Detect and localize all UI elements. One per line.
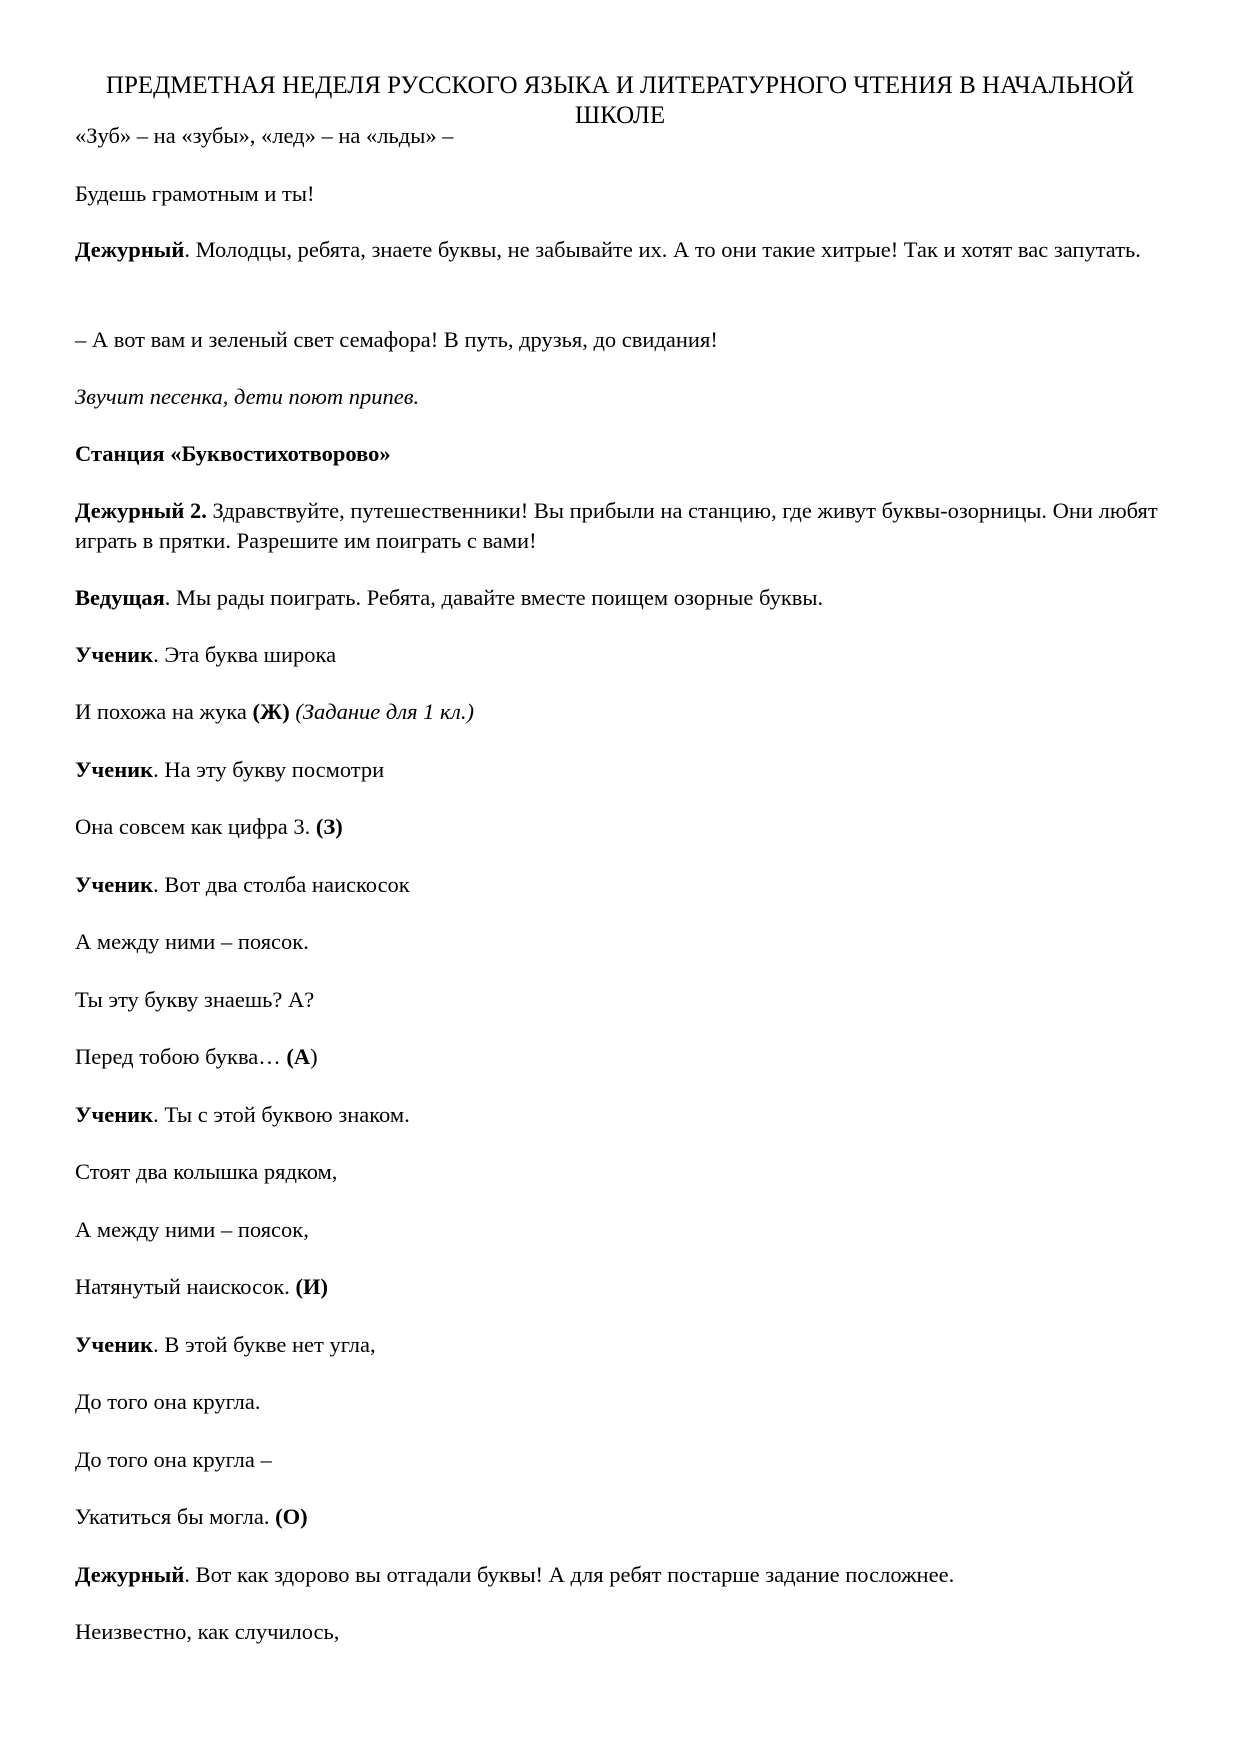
riddle-answer: (О)	[275, 1504, 308, 1529]
stage-direction-text: Звучит песенка, дети поют припев.	[75, 384, 420, 409]
section-heading	[75, 439, 1170, 469]
paragraph: До того она кругла.	[75, 1389, 261, 1414]
speaker-name: Дежурный 2.	[75, 498, 207, 523]
paragraph-text: . В этой букве нет угла,	[153, 1332, 376, 1357]
riddle-answer: (З)	[315, 814, 343, 839]
paragraph: Будешь грамотным и ты!	[75, 181, 315, 206]
riddle-answer-open: (	[286, 1044, 294, 1069]
paragraph: До того она кругла –	[75, 1447, 272, 1472]
paragraph-text: . На эту букву посмотри	[153, 757, 385, 782]
paragraph: Неизвестно, как случилось,	[75, 1619, 340, 1644]
paragraph-text: Укатиться бы могла.	[75, 1504, 276, 1529]
speaker-name: Ученик	[75, 872, 154, 897]
section-heading-text: Станция «Буквостихотворово»	[75, 441, 391, 466]
paragraph-text: Здравствуйте, путешественники! Вы прибыли на станцию, где живут буквы-озорницы. Они любят играть в прятки. Разрешите им поиграть с вами!	[75, 498, 1158, 553]
paragraph	[75, 697, 1170, 727]
speaker-name: Ученик	[75, 642, 154, 667]
paragraph	[75, 812, 1170, 842]
paragraph-text: . Молодцы, ребята, знаете буквы, не забывайте их. А то они такие хитрые! Так и хотят вас запутать.	[184, 237, 1141, 262]
paragraph: Ты эту букву знаешь? А?	[75, 987, 315, 1012]
speaker-name: Ученик	[75, 1332, 154, 1357]
speaker-name: Ученик	[75, 757, 154, 782]
paragraph	[75, 640, 1170, 670]
paragraph	[75, 583, 1170, 613]
task-note: (Задание для 1 кл.)	[295, 699, 474, 724]
riddle-answer: А	[293, 1044, 311, 1069]
paragraph-text: . Ты с этой буквою знаком.	[153, 1102, 410, 1127]
paragraph: А между ними – поясок.	[75, 929, 309, 954]
paragraph	[75, 1330, 1170, 1360]
paragraph-text: . Мы рады поиграть. Ребята, давайте вместе поищем озорные буквы.	[164, 585, 824, 610]
paragraph	[75, 755, 1170, 785]
riddle-answer: (Ж)	[252, 699, 290, 724]
page-title: ПРЕДМЕТНАЯ НЕДЕЛЯ РУССКОГО ЯЗЫКА И ЛИТЕРАТУРНОГО ЧТЕНИЯ В НАЧАЛЬНОЙ ШКОЛЕ	[105, 72, 1135, 129]
paragraph	[75, 1272, 1170, 1302]
paragraph	[75, 1100, 1170, 1130]
paragraph: Стоят два колышка рядком,	[75, 1159, 338, 1184]
speaker-name: Ученик	[75, 1102, 154, 1127]
paragraph-text: . Эта буква широка	[153, 642, 337, 667]
paragraph	[75, 1502, 1170, 1532]
paragraph-text: . Вот как здорово вы отгадали буквы! А для ребят постарше задание посложнее.	[184, 1562, 955, 1587]
speaker-name: Дежурный	[75, 1562, 185, 1587]
paragraph-text: И похожа на жука	[75, 699, 253, 724]
paragraph: «Зуб» – на «зубы», «лед» – на «льды» –	[75, 123, 454, 148]
paragraph	[75, 496, 1170, 556]
paragraph-text: Она совсем как цифра 3.	[75, 814, 316, 839]
stage-direction	[75, 382, 1170, 412]
speaker-name: Дежурный	[75, 237, 185, 262]
paragraph-text: . Вот два столба наискосок	[153, 872, 410, 897]
riddle-answer: (И)	[295, 1274, 329, 1299]
paragraph: А между ними – поясок,	[75, 1217, 309, 1242]
paragraph	[75, 1042, 1170, 1072]
speaker-name: Ведущая	[75, 585, 165, 610]
paragraph-text: Натянутый наискосок.	[75, 1274, 296, 1299]
paragraph	[75, 870, 1170, 900]
paragraph	[75, 1560, 1170, 1590]
paragraph-text: Перед тобою буква…	[75, 1044, 287, 1069]
paragraph	[75, 235, 1170, 265]
paragraph: – А вот вам и зеленый свет семафора! В путь, друзья, до свидания!	[75, 327, 718, 352]
riddle-answer-close: )	[310, 1044, 318, 1069]
